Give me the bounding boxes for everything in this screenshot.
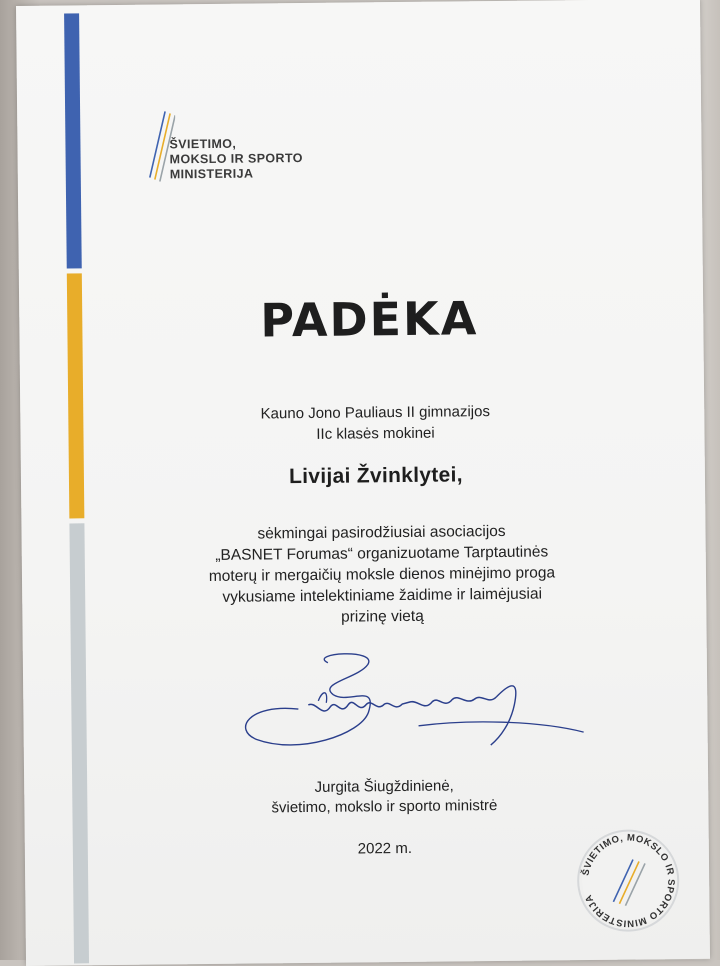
blue-stripe: [64, 13, 82, 268]
ministry-line-3: MINISTERIJA: [169, 166, 254, 182]
recipient-school: [20, 399, 720, 448]
ministry-logo: [145, 108, 326, 190]
handwritten-signature: [238, 640, 599, 774]
ministry-line-1: ŠVIETIMO,: [169, 136, 237, 152]
ministry-name: [169, 136, 303, 182]
ministry-line-2: MOKSLO IR SPORTO: [169, 151, 303, 167]
class-line: IIc klasės mokinei: [316, 424, 435, 443]
certificate-title: PADĖKA: [260, 291, 479, 348]
body-line: „BASNET Forumas“ organizuotame Tarptautinės: [215, 543, 549, 564]
ministry-seal-stamp: [573, 825, 684, 936]
body-line: prizinę vietą: [340, 607, 424, 626]
body-line: moterų ir mergaičių moksle dienos minėjimo proga: [208, 564, 556, 586]
certificate-paper: [16, 0, 710, 966]
certificate-year: 2022 m.: [357, 839, 413, 858]
body-line: vykusiame intelektiniame žaidime ir laimėjusiai: [222, 585, 543, 606]
body-line: sėkmingai pasirodžiusiai asociacijos: [257, 522, 506, 543]
svg-text:ŠVIETIMO, MOKSLO IR SPORTO MIN: ŠVIETIMO, MOKSLO IR SPORTO MINISTERIJA: [580, 832, 677, 929]
certificate-body: [21, 518, 720, 631]
recipient-name: Livijai Žvinklytei,: [288, 463, 463, 489]
signer-name: Jurgita Šiugždinienė,: [314, 777, 454, 796]
signer-block: [24, 773, 720, 821]
signer-title: švietimo, mokslo ir sporto ministrė: [271, 797, 498, 817]
school-line: Kauno Jono Pauliaus II gimnazijos: [260, 403, 491, 423]
